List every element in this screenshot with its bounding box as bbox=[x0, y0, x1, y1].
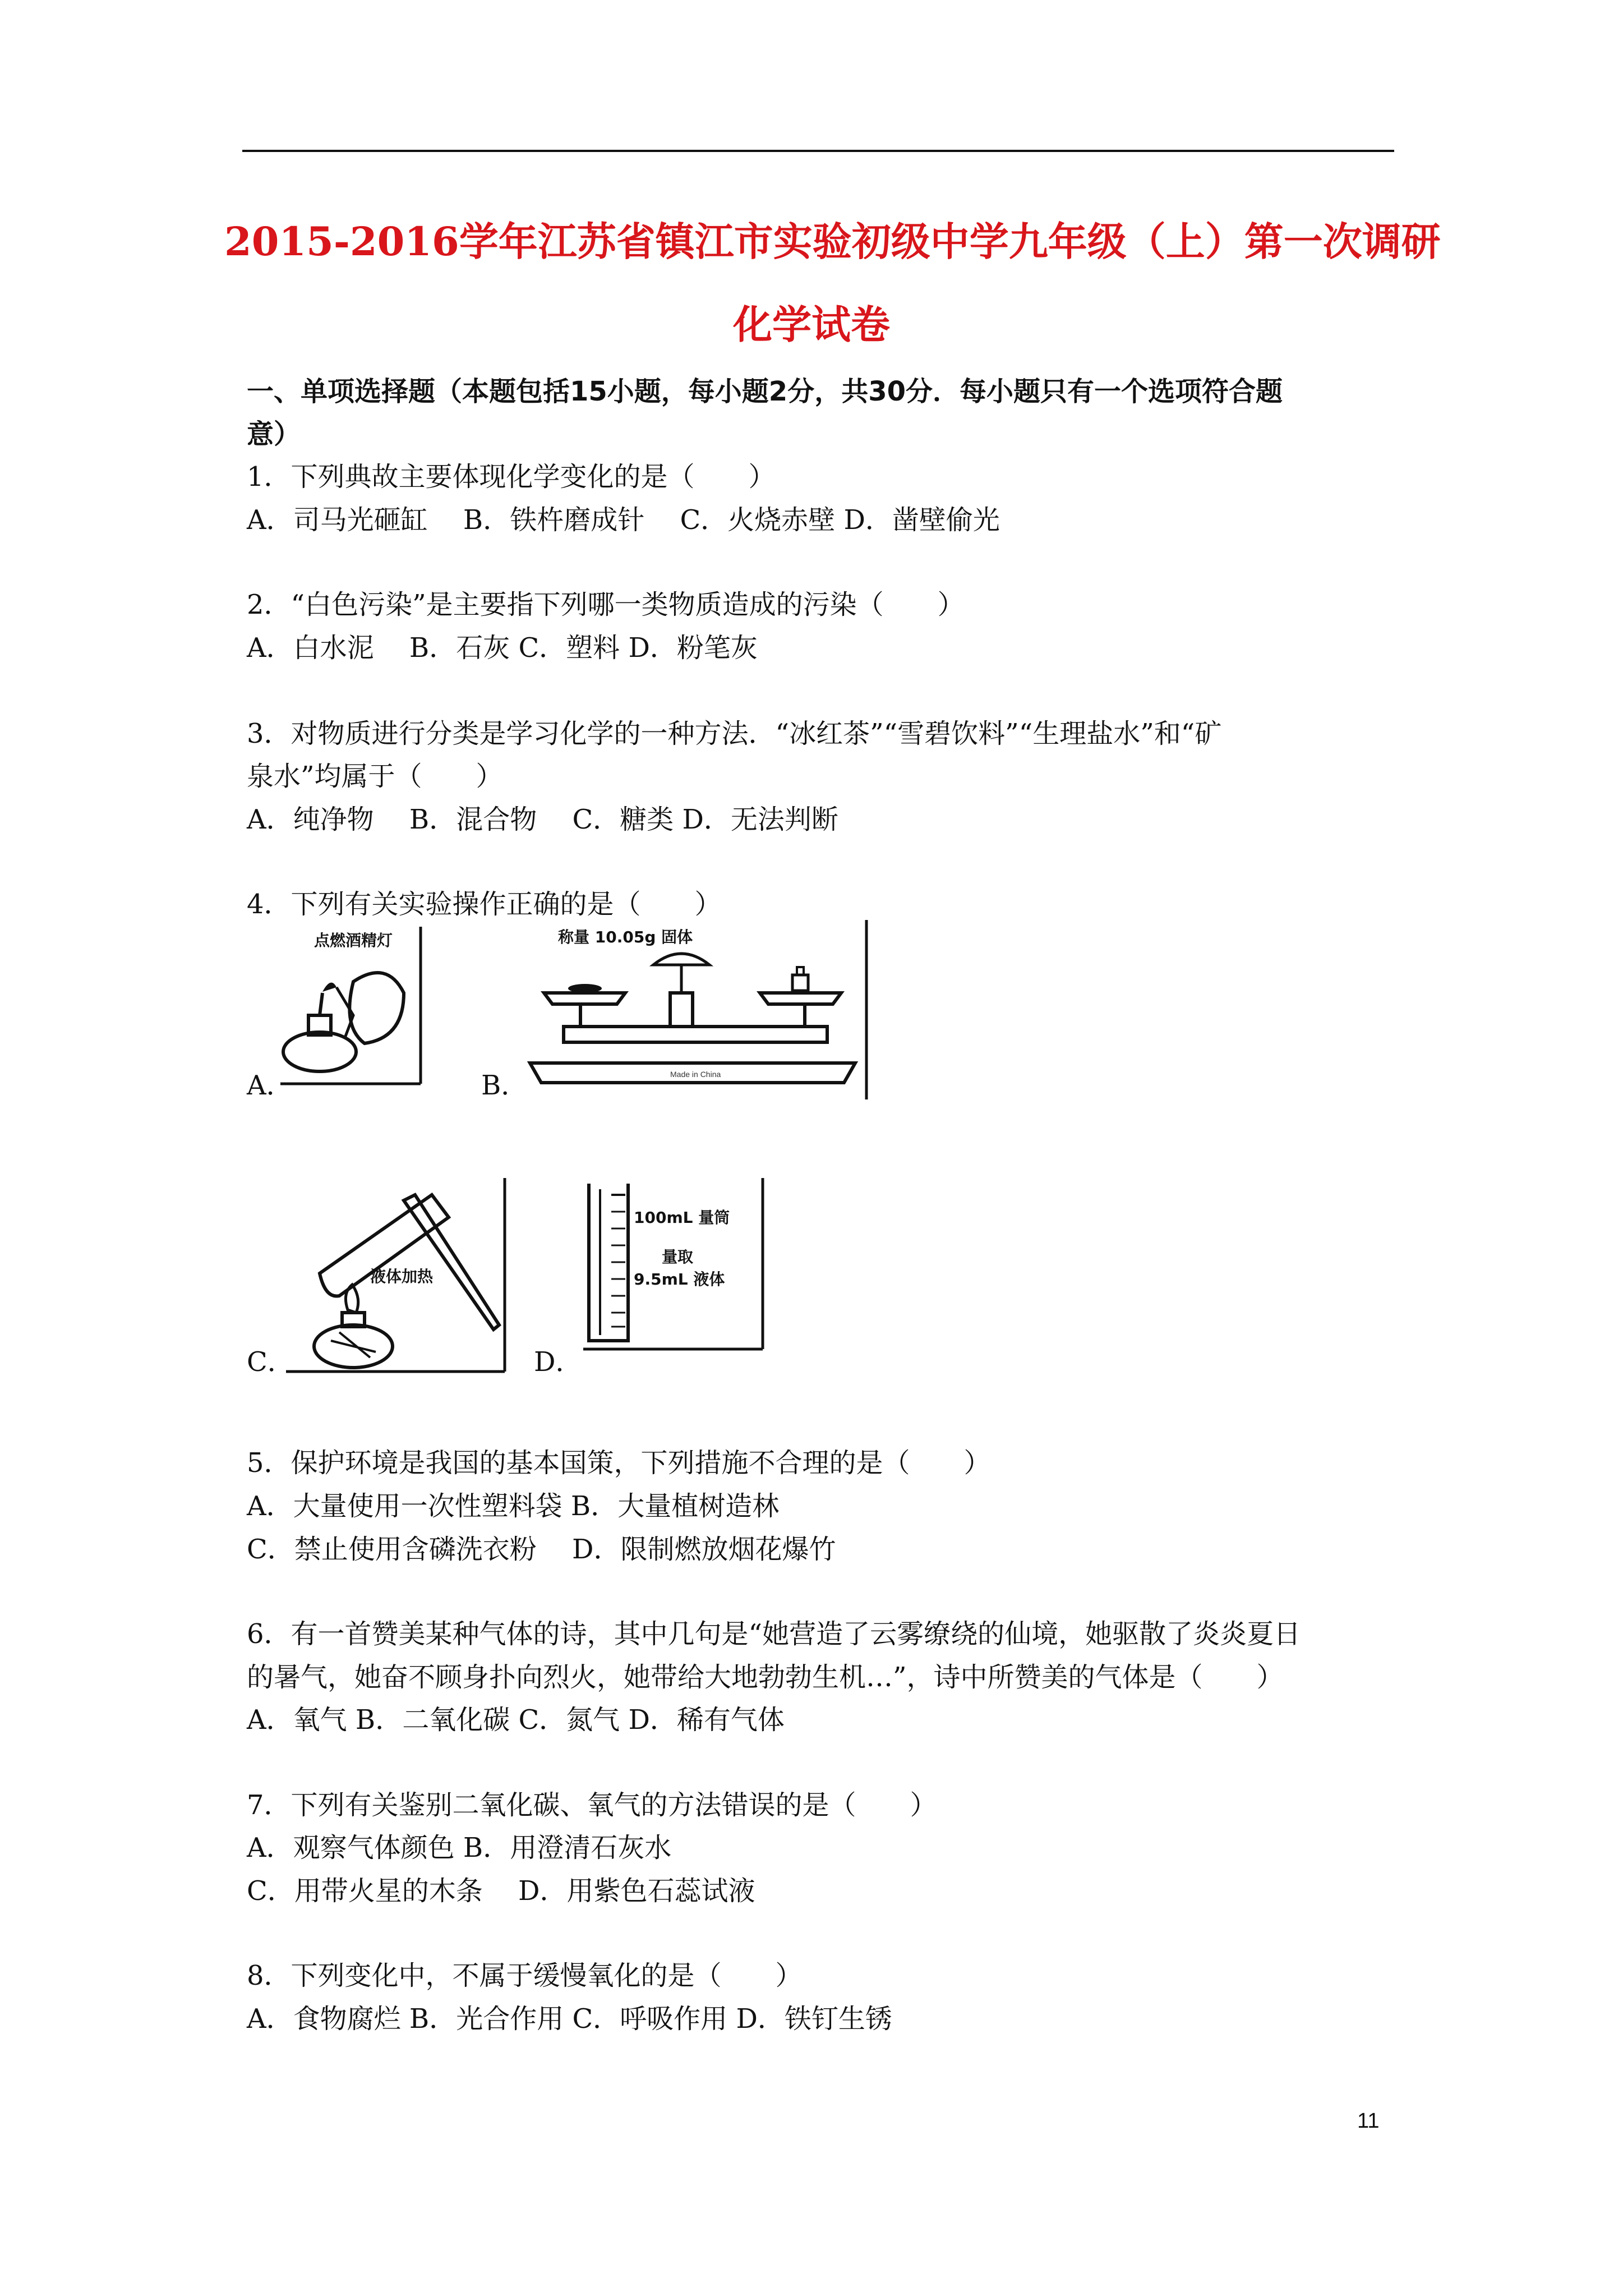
header-rule bbox=[242, 150, 1394, 152]
figure-d-cylinder bbox=[578, 1178, 768, 1358]
q3-options: A．纯净物 B．混合物 C．糖类 D．无法判断 bbox=[247, 804, 838, 835]
figure-d-caption-3: 9.5mL 液体 bbox=[634, 1270, 725, 1289]
figure-d-caption-2: 量取 bbox=[662, 1248, 694, 1266]
figure-a-caption: 点燃酒精灯 bbox=[314, 931, 393, 950]
q8-stem: 8．下列变化中，不属于缓慢氧化的是（ ） bbox=[247, 1960, 803, 1991]
q5-options-line1: A．大量使用一次性塑料袋 B．大量植树造林 bbox=[247, 1490, 780, 1522]
q4-option-c-label: C． bbox=[247, 1346, 294, 1378]
q7-options-line2: C．用带火星的木条 D．用紫色石蕊试液 bbox=[247, 1875, 755, 1907]
q8-options: A．食物腐烂 B．光合作用 C．呼吸作用 D．铁钉生锈 bbox=[247, 2003, 892, 2035]
figure-c-caption: 液体加热 bbox=[370, 1267, 434, 1286]
q2-options: A．白水泥 B．石灰 C．塑料 D．粉笔灰 bbox=[247, 632, 758, 664]
q3-stem-line2: 泉水”均属于（ ） bbox=[247, 761, 503, 792]
q5-stem: 5．保护环境是我国的基本国策，下列措施不合理的是（ ） bbox=[247, 1447, 991, 1479]
q3-stem-line1: 3．对物质进行分类是学习化学的一种方法．“冰红茶”“雪碧饮料”“生理盐水”和“矿 bbox=[247, 718, 1222, 749]
page-number: 11 bbox=[1357, 2109, 1380, 2133]
q1-stem: 1．下列典故主要体现化学变化的是（ ） bbox=[247, 461, 776, 493]
figure-a-lighting-lamp bbox=[269, 926, 432, 1088]
q4-option-a-label: A． bbox=[247, 1070, 293, 1101]
q7-options-line1: A．观察气体颜色 B．用澄清石灰水 bbox=[247, 1832, 672, 1864]
q6-stem-line1: 6．有一首赞美某种气体的诗，其中几句是“她营造了云雾缭绕的仙境，她驱散了炎炎夏日 bbox=[247, 1618, 1301, 1650]
q1-options: A．司马光砸缸 B．铁杵磨成针 C．火烧赤壁 D．凿壁偷光 bbox=[247, 504, 1000, 536]
q5-options-line2: C．禁止使用含磷洗衣粉 D．限制燃放烟花爆竹 bbox=[247, 1534, 836, 1565]
q2-stem: 2．“白色污染”是主要指下列哪一类物质造成的污染（ ） bbox=[247, 589, 965, 620]
q6-stem-line2: 的暑气，她奋不顾身扑向烈火，她带给大地勃勃生机…”，诗中所赞美的气体是（ ） bbox=[247, 1662, 1284, 1693]
figure-d-caption-1: 100mL 量筒 bbox=[634, 1208, 730, 1227]
figure-b-base-text: Made in China bbox=[670, 1070, 721, 1079]
q4-option-b-label: B． bbox=[481, 1070, 528, 1101]
figure-b-caption: 称量 10.05g 固体 bbox=[558, 928, 693, 946]
q6-options: A．氧气 B．二氧化碳 C．氮气 D．稀有气体 bbox=[247, 1704, 785, 1736]
section-heading-line2: 意） bbox=[247, 418, 301, 450]
figure-c-heating-liquid bbox=[286, 1178, 510, 1380]
section-heading-line1: 一、单项选择题（本题包括15小题，每小题2分，共30分．每小题只有一个选项符合题 bbox=[247, 376, 1283, 407]
q7-stem: 7．下列有关鉴别二氧化碳、氧气的方法错误的是（ ） bbox=[247, 1789, 937, 1821]
exam-title-line2: 化学试卷 bbox=[733, 301, 890, 348]
figure-b-balance bbox=[519, 920, 872, 1111]
q4-stem: 4．下列有关实验操作正确的是（ ） bbox=[247, 889, 722, 920]
q4-option-d-label: D． bbox=[534, 1346, 583, 1378]
exam-title-line1: 2015-2016学年江苏省镇江市实验初级中学九年级（上）第一次调研 bbox=[224, 218, 1441, 265]
